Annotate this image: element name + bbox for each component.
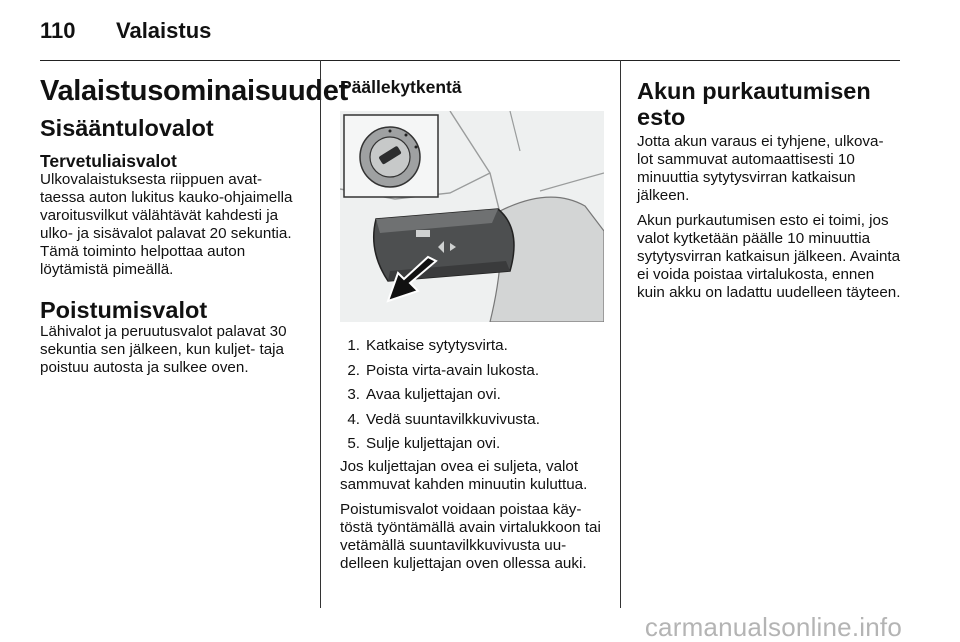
activation-steps — [340, 337, 606, 453]
battery-protection-text-2: Akun purkautumisen esto ei toimi, jos valot kytketään päälle 10 minuuttia sytytysvirran katkaisun jälkeen. Avainta ei voida poistaa virtalukosta, ennen kuin akku on ladattu uudelleen täyteen. — [637, 212, 901, 301]
exit-lights-title: Poistumisvalot — [40, 297, 208, 323]
watermark: carmanualsonline.info — [644, 612, 902, 642]
list-item: 3. Avaa kuljettajan ovi. — [347, 386, 501, 403]
activation-title: Päällekytkentä — [340, 77, 462, 97]
battery-protection-title: Akun purkautumisen esto — [637, 78, 871, 130]
page-header — [40, 18, 211, 44]
list-item: 2. Poista virta-avain lukosta. — [347, 361, 540, 379]
column-divider-2 — [620, 60, 621, 608]
column-divider-1 — [320, 60, 321, 608]
stalk-drawing — [340, 111, 604, 322]
page-number: 110 — [40, 18, 76, 43]
welcome-lights-text: Ulkovalaistuksesta riippuen avat- taessa auton lukitus kauko-ohjaimella varoitusvilkut välähtävät kahdesti ja ulko- ja sisävalot palavat 20 sekuntia. Tämä toiminto helpottaa auton löytämistä pimeällä. — [40, 171, 293, 278]
column-left — [40, 60, 348, 377]
list-item: 5. Sulje kuljettajan ovi. — [347, 435, 501, 452]
column-middle — [340, 60, 606, 573]
door-open-note: Jos kuljettajan ovea ei suljeta, valot sammuvat kahden minuutin kuluttua. — [340, 457, 588, 493]
welcome-lights-title: Tervetuliaisvalot — [40, 151, 177, 171]
chapter-title: Valaistus — [116, 18, 212, 43]
list-item: 1. Katkaise sytytysvirta. — [347, 337, 508, 354]
main-heading: Valaistusominaisuudet — [40, 75, 348, 107]
battery-protection-text-1: Jotta akun varaus ei tyhjene, ulkova- lot sammuvat automaattisesti 10 minuuttia sytytysvirran katkaisun jälkeen. — [637, 133, 884, 204]
deactivation-note: Poistumisvalot voidaan poistaa käy- töstä työntämällä avain virtalukkoon tai vetämällä suuntavilkkuvivusta uu- delleen kuljettajan oven ollessa auki. — [340, 500, 601, 572]
stalk-illustration — [340, 111, 604, 322]
list-item: 4. Vedä suuntavilkkuvivusta. — [347, 410, 540, 428]
section-heading: Sisääntulovalot — [40, 115, 214, 141]
column-right — [637, 60, 903, 302]
exit-lights-text: Lähivalot ja peruutusvalot palavat 30 sekuntia sen jälkeen, kun kuljet- taja poistuu autosta ja sulkee oven. — [40, 323, 287, 376]
